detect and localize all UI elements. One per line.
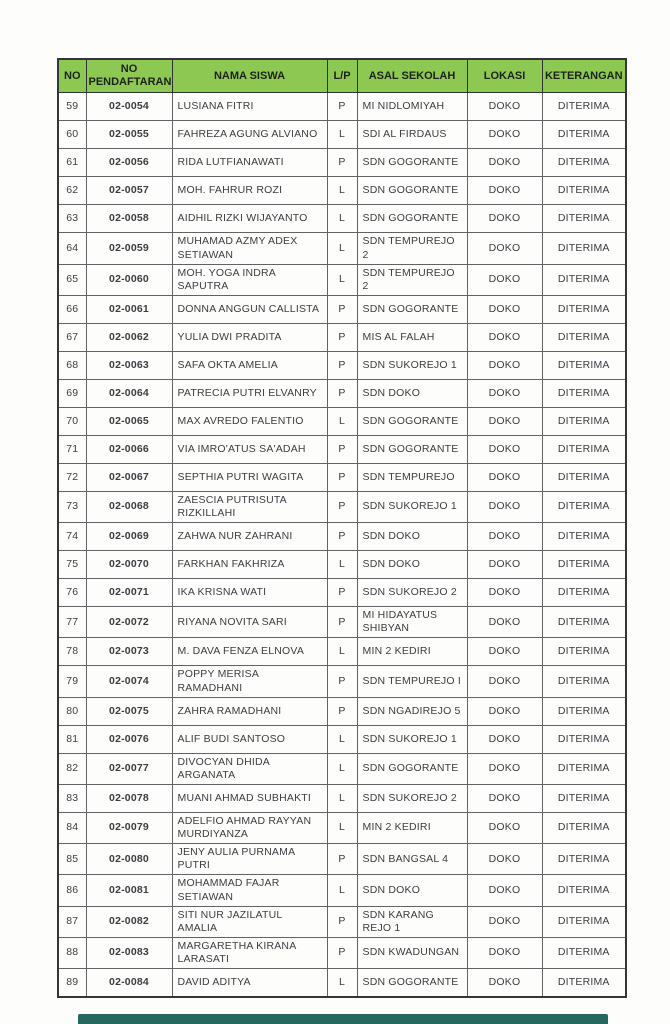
cell-lp: P	[327, 579, 357, 607]
column-header-lp: L/P	[327, 59, 357, 93]
cell-school: SDN SUKOREJO 2	[357, 784, 467, 812]
cell-school: SDN TEMPUREJO 2	[357, 264, 467, 295]
cell-lp: P	[327, 93, 357, 121]
cell-lp: P	[327, 666, 357, 697]
table-row	[58, 264, 626, 295]
cell-name: SAFA OKTA AMELIA	[172, 351, 327, 379]
cell-name: JENY AULIA PURNAMA PUTRI	[172, 844, 327, 875]
column-header-school: ASAL SEKOLAH	[357, 59, 467, 93]
cell-ket: DITERIMA	[542, 491, 626, 522]
cell-ket: DITERIMA	[542, 351, 626, 379]
cell-name: YULIA DWI PRADITA	[172, 323, 327, 351]
cell-name: DAVID ADITYA	[172, 969, 327, 998]
cell-no: 83	[58, 784, 86, 812]
cell-loc: DOKO	[467, 812, 542, 843]
cell-name: SEPTHIA PUTRI WAGITA	[172, 463, 327, 491]
cell-ket: DITERIMA	[542, 93, 626, 121]
cell-lp: L	[327, 725, 357, 753]
cell-ket: DITERIMA	[542, 784, 626, 812]
cell-loc: DOKO	[467, 638, 542, 666]
cell-lp: L	[327, 205, 357, 233]
cell-reg: 02-0082	[86, 906, 172, 937]
cell-ket: DITERIMA	[542, 812, 626, 843]
cell-name: RIDA LUTFIANAWATI	[172, 149, 327, 177]
table-body	[58, 93, 626, 997]
cell-name: MOH. YOGA INDRA SAPUTRA	[172, 264, 327, 295]
cell-reg: 02-0061	[86, 295, 172, 323]
table-row	[58, 351, 626, 379]
cell-lp: P	[327, 351, 357, 379]
cell-ket: DITERIMA	[542, 579, 626, 607]
cell-no: 59	[58, 93, 86, 121]
cell-name: MOHAMMAD FAJAR SETIAWAN	[172, 875, 327, 906]
cell-name: MOH. FAHRUR ROZI	[172, 177, 327, 205]
cell-ket: DITERIMA	[542, 205, 626, 233]
cell-reg: 02-0067	[86, 463, 172, 491]
cell-loc: DOKO	[467, 697, 542, 725]
cell-ket: DITERIMA	[542, 551, 626, 579]
cell-reg: 02-0065	[86, 407, 172, 435]
cell-no: 84	[58, 812, 86, 843]
cell-lp: P	[327, 463, 357, 491]
cell-reg: 02-0080	[86, 844, 172, 875]
cell-loc: DOKO	[467, 523, 542, 551]
cell-no: 79	[58, 666, 86, 697]
table-row	[58, 491, 626, 522]
cell-ket: DITERIMA	[542, 844, 626, 875]
cell-school: SDN GOGORANTE	[357, 149, 467, 177]
cell-school: SDN DOKO	[357, 875, 467, 906]
cell-loc: DOKO	[467, 264, 542, 295]
cell-lp: L	[327, 233, 357, 264]
cell-no: 62	[58, 177, 86, 205]
cell-loc: DOKO	[467, 875, 542, 906]
table-row	[58, 784, 626, 812]
cell-loc: DOKO	[467, 93, 542, 121]
table-row	[58, 937, 626, 968]
cell-lp: L	[327, 551, 357, 579]
cell-reg: 02-0078	[86, 784, 172, 812]
cell-reg: 02-0072	[86, 607, 172, 638]
cell-ket: DITERIMA	[542, 937, 626, 968]
cell-name: ZAESCIA PUTRISUTA RIZKILLAHI	[172, 491, 327, 522]
cell-school: SDN KWADUNGAN	[357, 937, 467, 968]
table-row	[58, 666, 626, 697]
cell-reg: 02-0074	[86, 666, 172, 697]
table-row	[58, 523, 626, 551]
cell-lp: L	[327, 407, 357, 435]
cell-reg: 02-0056	[86, 149, 172, 177]
cell-name: MUANI AHMAD SUBHAKTI	[172, 784, 327, 812]
cell-loc: DOKO	[467, 351, 542, 379]
cell-no: 81	[58, 725, 86, 753]
column-header-no: NO	[58, 59, 86, 93]
cell-name: RIYANA NOVITA SARI	[172, 607, 327, 638]
cell-name: ADELFIO AHMAD RAYYAN MURDIYANZA	[172, 812, 327, 843]
cell-reg: 02-0055	[86, 121, 172, 149]
cell-school: SDN KARANG REJO 1	[357, 906, 467, 937]
cell-no: 75	[58, 551, 86, 579]
cell-reg: 02-0059	[86, 233, 172, 264]
cell-no: 80	[58, 697, 86, 725]
table-row	[58, 753, 626, 784]
cell-school: SDN NGADIREJO 5	[357, 697, 467, 725]
cell-name: ALIF BUDI SANTOSO	[172, 725, 327, 753]
cell-no: 76	[58, 579, 86, 607]
cell-name: M. DAVA FENZA ELNOVA	[172, 638, 327, 666]
cell-ket: DITERIMA	[542, 875, 626, 906]
cell-school: MI HIDAYATUS SHIBYAN	[357, 607, 467, 638]
table-row	[58, 875, 626, 906]
cell-lp: L	[327, 784, 357, 812]
table-row	[58, 323, 626, 351]
cell-school: SDN SUKOREJO 1	[357, 351, 467, 379]
cell-reg: 02-0070	[86, 551, 172, 579]
cell-lp: P	[327, 523, 357, 551]
cell-school: MIS AL FALAH	[357, 323, 467, 351]
cell-school: SDN SUKOREJO 1	[357, 725, 467, 753]
cell-loc: DOKO	[467, 323, 542, 351]
cell-ket: DITERIMA	[542, 121, 626, 149]
cell-no: 77	[58, 607, 86, 638]
cell-ket: DITERIMA	[542, 607, 626, 638]
cell-ket: DITERIMA	[542, 149, 626, 177]
cell-reg: 02-0081	[86, 875, 172, 906]
cell-name: DONNA ANGGUN CALLISTA	[172, 295, 327, 323]
column-header-ket: KETERANGAN	[542, 59, 626, 93]
cell-loc: DOKO	[467, 725, 542, 753]
table-row	[58, 551, 626, 579]
cell-loc: DOKO	[467, 407, 542, 435]
cell-reg: 02-0068	[86, 491, 172, 522]
cell-school: SDN SUKOREJO 2	[357, 579, 467, 607]
cell-loc: DOKO	[467, 906, 542, 937]
cell-lp: P	[327, 906, 357, 937]
cell-school: SDN GOGORANTE	[357, 435, 467, 463]
cell-school: SDN GOGORANTE	[357, 295, 467, 323]
cell-lp: L	[327, 177, 357, 205]
cell-lp: P	[327, 607, 357, 638]
cell-reg: 02-0083	[86, 937, 172, 968]
cell-no: 70	[58, 407, 86, 435]
cell-lp: P	[327, 149, 357, 177]
cell-ket: DITERIMA	[542, 463, 626, 491]
cell-lp: L	[327, 812, 357, 843]
table-row	[58, 379, 626, 407]
cell-reg: 02-0071	[86, 579, 172, 607]
cell-lp: L	[327, 875, 357, 906]
cell-lp: P	[327, 295, 357, 323]
cell-name: VIA IMRO'ATUS SA'ADAH	[172, 435, 327, 463]
cell-ket: DITERIMA	[542, 233, 626, 264]
cell-name: SITI NUR JAZILATUL AMALIA	[172, 906, 327, 937]
cell-no: 66	[58, 295, 86, 323]
table-row	[58, 607, 626, 638]
cell-school: SDN GOGORANTE	[357, 753, 467, 784]
cell-school: SDN TEMPUREJO	[357, 463, 467, 491]
cell-reg: 02-0054	[86, 93, 172, 121]
cell-no: 60	[58, 121, 86, 149]
cell-ket: DITERIMA	[542, 523, 626, 551]
cell-no: 85	[58, 844, 86, 875]
table-row	[58, 233, 626, 264]
column-header-name: NAMA SISWA	[172, 59, 327, 93]
cell-no: 72	[58, 463, 86, 491]
table-row	[58, 295, 626, 323]
cell-school: MIN 2 KEDIRI	[357, 638, 467, 666]
column-header-loc: LOKASI	[467, 59, 542, 93]
table-header	[58, 59, 626, 93]
table-row	[58, 121, 626, 149]
cell-school: SDN GOGORANTE	[357, 407, 467, 435]
cell-loc: DOKO	[467, 435, 542, 463]
cell-school: SDI AL FIRDAUS	[357, 121, 467, 149]
cell-loc: DOKO	[467, 205, 542, 233]
cell-school: SDN DOKO	[357, 551, 467, 579]
cell-ket: DITERIMA	[542, 906, 626, 937]
cell-no: 89	[58, 969, 86, 998]
table-row	[58, 463, 626, 491]
cell-ket: DITERIMA	[542, 638, 626, 666]
cell-school: SDN GOGORANTE	[357, 177, 467, 205]
cell-loc: DOKO	[467, 666, 542, 697]
cell-lp: P	[327, 697, 357, 725]
cell-name: DIVOCYAN DHIDA ARGANATA	[172, 753, 327, 784]
cell-school: SDN TEMPUREJO I	[357, 666, 467, 697]
cell-loc: DOKO	[467, 295, 542, 323]
cell-reg: 02-0075	[86, 697, 172, 725]
cell-no: 88	[58, 937, 86, 968]
table-row	[58, 638, 626, 666]
cell-ket: DITERIMA	[542, 295, 626, 323]
table-row	[58, 93, 626, 121]
cell-reg: 02-0084	[86, 969, 172, 998]
cell-loc: DOKO	[467, 844, 542, 875]
cell-name: MARGARETHA KIRANA LARASATI	[172, 937, 327, 968]
cell-name: FAHREZA AGUNG ALVIANO	[172, 121, 327, 149]
cell-no: 74	[58, 523, 86, 551]
cell-name: ZAHRA RAMADHANI	[172, 697, 327, 725]
cell-reg: 02-0079	[86, 812, 172, 843]
cell-no: 82	[58, 753, 86, 784]
cell-school: SDN GOGORANTE	[357, 969, 467, 998]
cell-lp: P	[327, 844, 357, 875]
cell-no: 65	[58, 264, 86, 295]
cell-loc: DOKO	[467, 177, 542, 205]
cell-loc: DOKO	[467, 579, 542, 607]
table-row	[58, 969, 626, 998]
table-row	[58, 697, 626, 725]
cell-school: MI NIDLOMIYAH	[357, 93, 467, 121]
cell-loc: DOKO	[467, 379, 542, 407]
table-header-row	[58, 59, 626, 93]
cell-no: 86	[58, 875, 86, 906]
cell-no: 73	[58, 491, 86, 522]
table-row	[58, 812, 626, 843]
next-page-header-edge	[78, 1014, 608, 1024]
student-admission-table	[57, 58, 627, 998]
cell-name: IKA KRISNA WATI	[172, 579, 327, 607]
cell-lp: P	[327, 323, 357, 351]
cell-reg: 02-0069	[86, 523, 172, 551]
table-row	[58, 435, 626, 463]
table-row	[58, 844, 626, 875]
cell-ket: DITERIMA	[542, 177, 626, 205]
cell-reg: 02-0058	[86, 205, 172, 233]
cell-no: 69	[58, 379, 86, 407]
cell-loc: DOKO	[467, 551, 542, 579]
cell-name: ZAHWA NUR ZAHRANI	[172, 523, 327, 551]
cell-name: LUSIANA FITRI	[172, 93, 327, 121]
cell-loc: DOKO	[467, 463, 542, 491]
cell-reg: 02-0076	[86, 725, 172, 753]
cell-lp: P	[327, 937, 357, 968]
cell-lp: L	[327, 264, 357, 295]
table-row	[58, 906, 626, 937]
cell-school: SDN SUKOREJO 1	[357, 491, 467, 522]
table-row	[58, 579, 626, 607]
cell-lp: P	[327, 435, 357, 463]
cell-no: 78	[58, 638, 86, 666]
cell-reg: 02-0066	[86, 435, 172, 463]
cell-no: 71	[58, 435, 86, 463]
cell-no: 61	[58, 149, 86, 177]
cell-loc: DOKO	[467, 937, 542, 968]
cell-ket: DITERIMA	[542, 753, 626, 784]
cell-loc: DOKO	[467, 784, 542, 812]
cell-name: POPPY MERISA RAMADHANI	[172, 666, 327, 697]
cell-no: 63	[58, 205, 86, 233]
cell-loc: DOKO	[467, 753, 542, 784]
cell-name: AIDHIL RIZKI WIJAYANTO	[172, 205, 327, 233]
cell-ket: DITERIMA	[542, 264, 626, 295]
cell-loc: DOKO	[467, 121, 542, 149]
column-header-reg: NO PENDAFTARAN	[86, 59, 172, 93]
table-row	[58, 149, 626, 177]
cell-name: FARKHAN FAKHRIZA	[172, 551, 327, 579]
cell-ket: DITERIMA	[542, 666, 626, 697]
cell-loc: DOKO	[467, 233, 542, 264]
cell-ket: DITERIMA	[542, 407, 626, 435]
cell-lp: L	[327, 638, 357, 666]
cell-reg: 02-0077	[86, 753, 172, 784]
cell-no: 64	[58, 233, 86, 264]
cell-no: 67	[58, 323, 86, 351]
cell-school: MIN 2 KEDIRI	[357, 812, 467, 843]
table-row	[58, 205, 626, 233]
cell-lp: L	[327, 121, 357, 149]
cell-reg: 02-0057	[86, 177, 172, 205]
cell-reg: 02-0073	[86, 638, 172, 666]
cell-loc: DOKO	[467, 969, 542, 998]
cell-lp: L	[327, 753, 357, 784]
cell-ket: DITERIMA	[542, 697, 626, 725]
cell-school: SDN BANGSAL 4	[357, 844, 467, 875]
cell-lp: L	[327, 969, 357, 998]
cell-name: PATRECIA PUTRI ELVANRY	[172, 379, 327, 407]
cell-ket: DITERIMA	[542, 323, 626, 351]
table-row	[58, 725, 626, 753]
cell-reg: 02-0060	[86, 264, 172, 295]
cell-school: SDN DOKO	[357, 523, 467, 551]
cell-ket: DITERIMA	[542, 969, 626, 998]
cell-ket: DITERIMA	[542, 725, 626, 753]
cell-school: SDN GOGORANTE	[357, 205, 467, 233]
cell-no: 87	[58, 906, 86, 937]
cell-no: 68	[58, 351, 86, 379]
cell-loc: DOKO	[467, 491, 542, 522]
table-row	[58, 177, 626, 205]
cell-school: SDN TEMPUREJO 2	[357, 233, 467, 264]
cell-reg: 02-0062	[86, 323, 172, 351]
cell-lp: P	[327, 491, 357, 522]
cell-name: MAX AVREDO FALENTIO	[172, 407, 327, 435]
cell-reg: 02-0064	[86, 379, 172, 407]
cell-loc: DOKO	[467, 607, 542, 638]
table-row	[58, 407, 626, 435]
cell-ket: DITERIMA	[542, 379, 626, 407]
cell-school: SDN DOKO	[357, 379, 467, 407]
cell-reg: 02-0063	[86, 351, 172, 379]
cell-lp: P	[327, 379, 357, 407]
cell-loc: DOKO	[467, 149, 542, 177]
cell-name: MUHAMAD AZMY ADEX SETIAWAN	[172, 233, 327, 264]
cell-ket: DITERIMA	[542, 435, 626, 463]
